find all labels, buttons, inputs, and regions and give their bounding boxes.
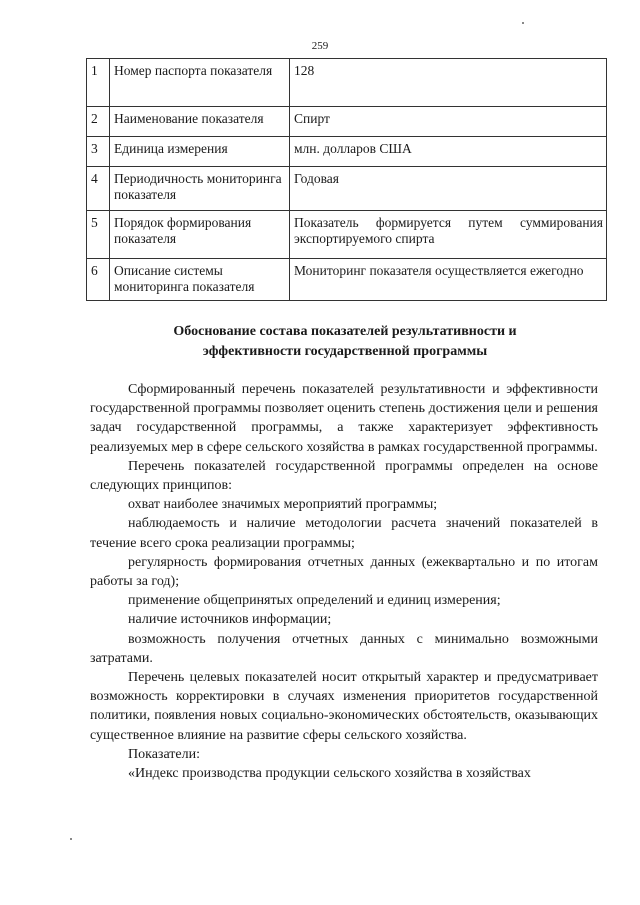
table-row [87,211,607,259]
paragraph: Сформированный перечень показателей результативности и эффективности государственной программы позволяет оценить степень достижения цели и решения задач государственной программы, а также характеризует эффективность реализуемых мер в сфере сельского хозяйства в рамках государственной программы. [90,382,598,455]
row-value: Годовая [290,167,607,211]
row-value: Спирт [290,107,607,137]
table-row [87,59,607,107]
row-number: 3 [87,137,110,167]
paragraph: Перечень показателей государственной программы определен на основе следующих принципов: [90,458,598,494]
table-row [87,167,607,211]
row-value: млн. долларов США [290,137,607,167]
row-number: 4 [87,167,110,211]
row-label: Наименование показателя [110,107,290,137]
row-number: 6 [87,259,110,301]
page-number: 259 [311,40,329,52]
row-number: 2 [87,107,110,137]
paragraph: Перечень целевых показателей носит открытый характер и предусматривает возможность корректировки в случаях изменения приоритетов государственной политики, появления новых социально-экономических обстоятельств, оказывающих существенное влияние на развитие сферы сельского хозяйства. [90,670,598,743]
table-row [87,107,607,137]
row-label: Номер паспорта показателя [110,59,290,107]
scan-speck [522,22,524,24]
row-value: Показатель формируется путем суммирования экспортируемого спирта [290,211,607,259]
row-label: Единица измерения [110,137,290,167]
list-item: наблюдаемость и наличие методологии расчета значений показателей в течение всего срока реализации программы; [90,516,598,551]
list-item: наличие источников информации; [128,612,332,628]
row-number: 1 [87,59,110,107]
scan-speck [70,838,72,840]
paragraph: Показатели: [128,746,200,762]
body-text [90,380,598,783]
indicator-passport-table [86,58,607,301]
heading-line: Обоснование состава показателей результативности и [173,324,517,339]
paragraph: «Индекс производства продукции сельского хозяйства в хозяйствах [128,766,531,782]
row-value: Мониторинг показателя осуществляется ежегодно [290,259,607,301]
row-label: Порядок формирования показателя [110,211,290,259]
row-label: Периодичность мониторинга показателя [110,167,290,211]
row-number: 5 [87,211,110,259]
row-value: 128 [290,59,607,107]
heading-line: эффективности государственной программы [202,344,488,359]
table-row [87,137,607,167]
section-heading [90,322,600,362]
table-row [87,259,607,301]
list-item: регулярность формирования отчетных данных (ежеквартально и по итогам работы за год); [90,554,598,590]
list-item: возможность получения отчетных данных с минимально возможными затратами. [90,631,598,666]
list-item: охват наиболее значимых мероприятий программы; [128,497,438,513]
row-label: Описание системы мониторинга показателя [110,259,290,301]
list-item: применение общепринятых определений и единиц измерения; [128,593,501,609]
